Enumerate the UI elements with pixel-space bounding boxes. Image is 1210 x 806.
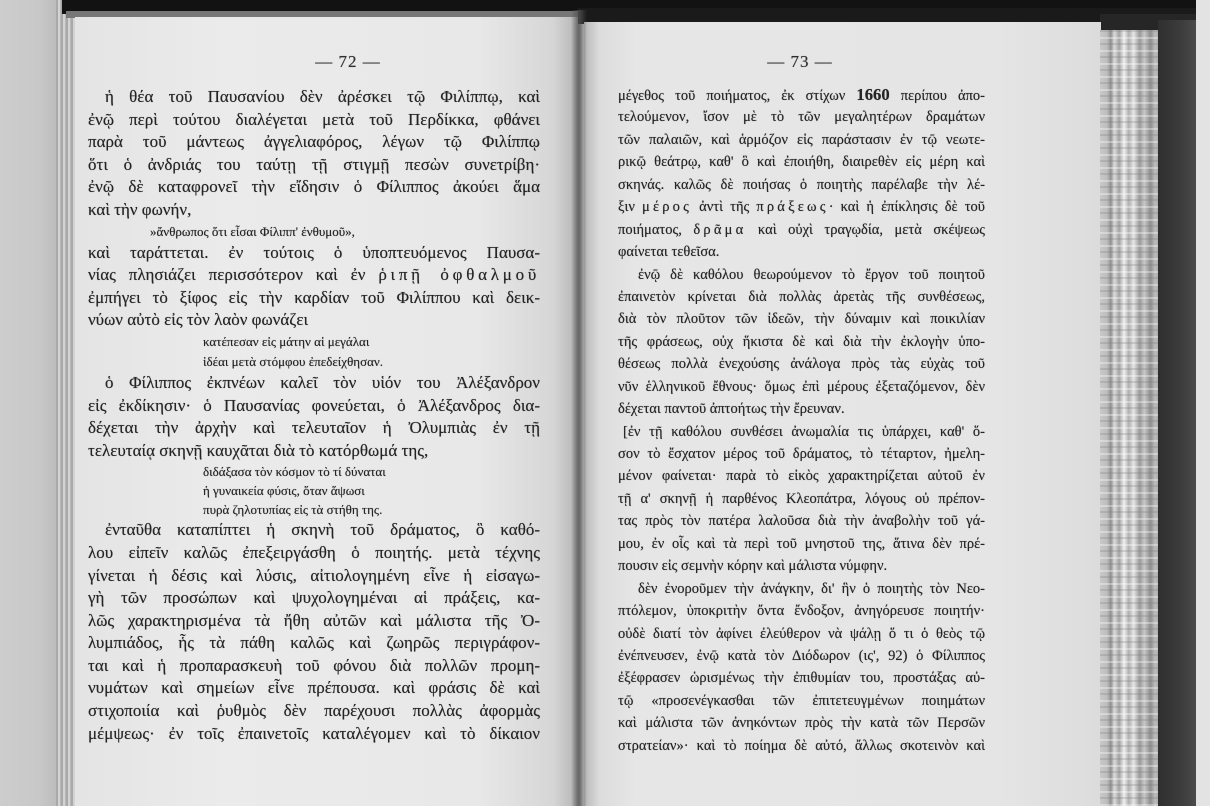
text-line: μου, ἐν οἷς καὶ τὰ περὶ τοῦ μνηστοῦ της, ἅτινα δὲν πρέ-: [618, 535, 985, 552]
text-line: δὲν ἐνοροῦμεν τὴν ἀνάγκην, δι' ἣν ὁ ποιητὴς τὸν Νεο-: [638, 580, 985, 597]
verse-line: ἰδέαι μετὰ στόμφου ἐπεδείχθησαν.: [203, 353, 384, 369]
text-line: τῷ «προσενέγκασθαι τῶν ἐπιτετευγμένων ποιημάτων: [618, 692, 985, 709]
text-line: τελούμενον, ἴσον μὲ τὸ τῶν μεγαλητέρων δραμάτων: [618, 109, 985, 126]
gutter-shadow: [571, 10, 587, 806]
text-line: ἐξέφρασεν ὡρισμένως τὴν ἐπιθυμίαν του, προστάξας αὐ-: [618, 670, 985, 687]
number-segment: 1660: [856, 85, 890, 104]
page-fore-edge: [1100, 30, 1160, 806]
text-line: νῦν ἑλληνικοῦ ἔθνους· ὅμως ἐπὶ μέρους ἐξεταζόμενον, δὲν: [618, 378, 985, 395]
text-segment: νίας πλησιάζει περισσότερον καὶ ἐν: [88, 265, 379, 285]
page-number: — 73 —: [767, 52, 833, 71]
text-line: διὰ τὸν πλοῦτον τῶν ἰδεῶν, τὴν δύναμιν καὶ ποικιλίαν: [618, 311, 985, 328]
emphasis-segment: πράξεως: [756, 199, 829, 216]
text-line: καὶ ταράττεται. ἐν τούτοις ὁ ὑποπτευόμενος Παυσα-: [88, 242, 540, 262]
text-line: γίνεται ἡ δέσις καὶ λύσις, αἰτιολογημένη εἶνε ἡ εἰσαγω-: [88, 565, 540, 585]
text-line: οὐδὲ διατί τὸν ἀφίνει ἐλεύθερον νὰ ψάλῃ ὅ τι ὁ θεὸς τῷ: [618, 625, 985, 642]
verse-line: »ἄνθρωπος ὅτι εἶσαι Φίλιππ' ἐνθυμοῦ»,: [150, 223, 355, 239]
text-line: [88, 264, 540, 287]
text-line: ἐνταῦθα καταπίπτει ἡ σκηνὴ τοῦ δράματος, ὃ καθό-: [105, 520, 540, 540]
emphasis-segment: μέρος: [642, 199, 693, 216]
text-line: τῇ α' σκηνῇ ἡ παρθένος Κλεοπάτρα, λόγους οὐ πρέπον-: [618, 490, 985, 507]
text-line: ἐνῷ δὲ καθόλου θεωρούμενον τὸ ἔργον τοῦ ποιητοῦ: [638, 266, 985, 283]
text-line: τῶν παλαιῶν, καὶ ἁρμόζον εἰς παράστασιν ἐν τῷ νεωτε-: [618, 131, 985, 148]
text-line: [ἐν τῇ καθόλου συνθέσει ἀνωμαλία τις ὑπάρχει, καθ' ὅ-: [623, 423, 985, 440]
text-line: μέμψεως· ἐν τοῖς ἐπαινετοῖς καταλέγομεν καὶ τὸ δίκαιον: [88, 723, 540, 743]
text-line: ἐπαινετὸν κρίνεται διὰ πολλὰς ἀρετὰς τῆς συνθέσεως,: [618, 288, 985, 305]
text-line: στρατείαν»· καὶ τὸ ποίημα δὲ αὐτό, ἄλλως σκοτεινὸν καὶ: [618, 737, 985, 754]
text-line: νυμάτων καὶ σημείων εἶνε πρέπουσα. καὶ φράσις δὲ καὶ: [88, 678, 540, 698]
text-line: [618, 196, 985, 218]
text-segment: μέγεθος τοῦ ποιήματος, ἐκ στίχων: [618, 88, 857, 104]
text-line: λῶς χαρακτηρισμένα τὰ ἤθη αὐτῶν καὶ μάλιστα τῆς Ὀ-: [88, 610, 540, 630]
text-line: ἐνῷ δὲ καταφρονεῖ τὴν εἴδησιν ὁ Φίλιππος ἀκούει ἅμα: [88, 177, 540, 197]
text-segment: ἀντὶ τῆς: [692, 199, 757, 216]
text-line: ἡ θέα τοῦ Παυσανίου δὲν ἀρέσκει τῷ Φιλίππῳ, καὶ: [105, 87, 540, 106]
text-line: νύων αὐτὸ εἰς τὸν λαὸν φωνάζει: [88, 310, 309, 330]
text-line: τελευταίᾳ σκηνῇ καυχᾶται διὰ τὸ κατόρθωμά της,: [88, 440, 429, 460]
text-line: παρὰ τοῦ μάντεως ἀγγελιαφόρος, λέγων τῷ Φιλίππῳ: [88, 132, 540, 152]
text-line: ἐμπήγει τὸ ξίφος εἰς τὴν καρδίαν τοῦ Φιλίππου καὶ δεικ-: [88, 287, 540, 307]
text-line: θέσεως πολλὰ ἐνεχούσης ἀνάλογα πρὸς τὰς εὐχὰς τοῦ: [618, 356, 985, 373]
text-line: εἰς ἐκδίκησιν· ὁ Παυσανίας φονεύεται, ὁ Ἀλέξανδρος δια-: [88, 395, 540, 415]
text-line: [618, 219, 985, 241]
text-segment: ξιν: [618, 199, 643, 216]
page-stack-edges: [56, 0, 76, 806]
text-line: μένον φαίνεται· παρὰ τὸ εἰκὸς χαρακτηρίζεται αὐτοῦ ἐν: [618, 468, 985, 485]
background-right: [1196, 0, 1210, 806]
text-segment: · καὶ ἡ ἐπίκλησις δὲ τοῦ: [828, 199, 985, 216]
text-line: λυμπιάδος, ἧς τὰ πάθη καλῶς καὶ ζωηρῶς περιγράφον-: [88, 633, 540, 653]
text-line: ὅτι ὁ ἀνδριάς του ταύτῃ τῇ στιγμῇ πεσὼν συνετρίβη·: [88, 154, 540, 174]
verse-line: κατέπεσαν εἰς μάτην αἱ μεγάλαι: [203, 333, 370, 349]
right-page: [584, 22, 1101, 806]
text-line: ται καὶ ἡ προπαρασκευὴ τοῦ φόνου διὰ πολλῶν προμη-: [88, 655, 540, 675]
text-line: καὶ τὴν φωνήν,: [88, 199, 192, 219]
verse-line: ἡ γυναικεία φύσις, ὅταν ἅψωσι: [203, 483, 365, 499]
page-stack-left: [0, 0, 60, 806]
left-page-text: [88, 86, 540, 745]
page-number: — 72 —: [315, 52, 381, 71]
text-line: γὴ τῶν προσώπων καὶ ψυχολογημέναι αἱ πράξεις, κα-: [88, 588, 540, 608]
text-line: δέχεται παντοῦ ἀπτοήτως τὴν ἔρευναν.: [618, 401, 845, 418]
left-page: [75, 17, 578, 806]
right-page-text: [618, 84, 985, 757]
text-line: σκηνάς. καλῶς δὲ ποιήσας ὁ ποιητὴς παρέλαβε τὴν λέ-: [618, 176, 985, 193]
book-cover: [1158, 20, 1196, 806]
text-line: ρικῷ θεάτρῳ, καθ' ὃ καὶ ἐποιήθη, διαιρεθὲν εἰς μέρη καὶ: [618, 154, 985, 171]
text-line: λου εἰπεῖν καλῶς ἐπεξειργάσθη ὁ ποιητής. μετὰ τέχνης: [88, 542, 540, 562]
text-line: [618, 84, 985, 106]
verse-line: πυρὰ ζηλοτυπίας εἰς τὰ στήθη της.: [203, 502, 383, 518]
text-line: ἐνέπνευσεν, ἐνῷ κατὰ τὸν Διόδωρον (ις', 92) ὁ Φίλιππος: [618, 647, 985, 664]
text-line: καὶ μάλιστα τῶν ἀνηκόντων πρὸς τὴν κατὰ τῶν Περσῶν: [618, 715, 985, 732]
text-segment: ποιήματος,: [618, 221, 694, 238]
text-segment: καὶ οὐχὶ τραγῳδία, μετὰ σκέψεως: [746, 221, 985, 238]
text-segment: περίπου ἀπο-: [889, 88, 985, 104]
text-line: τῆς φράσεως, οὐχ ἥκιστα δὲ καὶ διὰ τὴν ἐκλογὴν ὑπο-: [618, 333, 985, 350]
verse-line: διδάξασα τὸν κόσμον τὸ τί δύναται: [203, 464, 386, 480]
text-line: πουσιν εἰς σεμνὴν κόρην καὶ μάλιστα νύμφην.: [618, 558, 888, 575]
text-line: σον τὸ ἔσχατον μέρος τοῦ δράματος, τὸ τέταρτον, ἠμελη-: [618, 446, 985, 462]
text-line: ἐνῷ περὶ τούτου διαλέγεται μετὰ τοῦ Περδίκκα, φθάνει: [88, 109, 540, 129]
emphasis-segment: δρᾶμα: [693, 221, 747, 238]
text-line: φαίνεται τεθεῖσα.: [618, 244, 720, 261]
text-line: ὁ Φίλιππος ἐκπνέων καλεῖ τὸν υἱόν του Ἀλέξανδρον: [105, 372, 540, 392]
text-line: τας πρὸς τὸν πατέρα λαλοῦσα διὰ τὴν ἀναβολὴν τοῦ γά-: [618, 513, 985, 530]
text-line: δέχεται τὴν ἀρχὴν καὶ τελευταῖον ἡ Ὀλυμπιὰς ἐν τῇ: [88, 418, 540, 438]
text-line: στιχοποιία καὶ ῥυθμὸς δὲν παρέχουσι πολλὰς ἀφορμὰς: [88, 701, 540, 721]
text-line: πτόλεμον, ὑποκριτὴν ὄντα ἔνδοξον, ἀνηγόρευσε ποιητήν·: [618, 603, 985, 620]
emphasis-segment: ῥιπῇ ὀφθαλμοῦ: [378, 265, 540, 285]
